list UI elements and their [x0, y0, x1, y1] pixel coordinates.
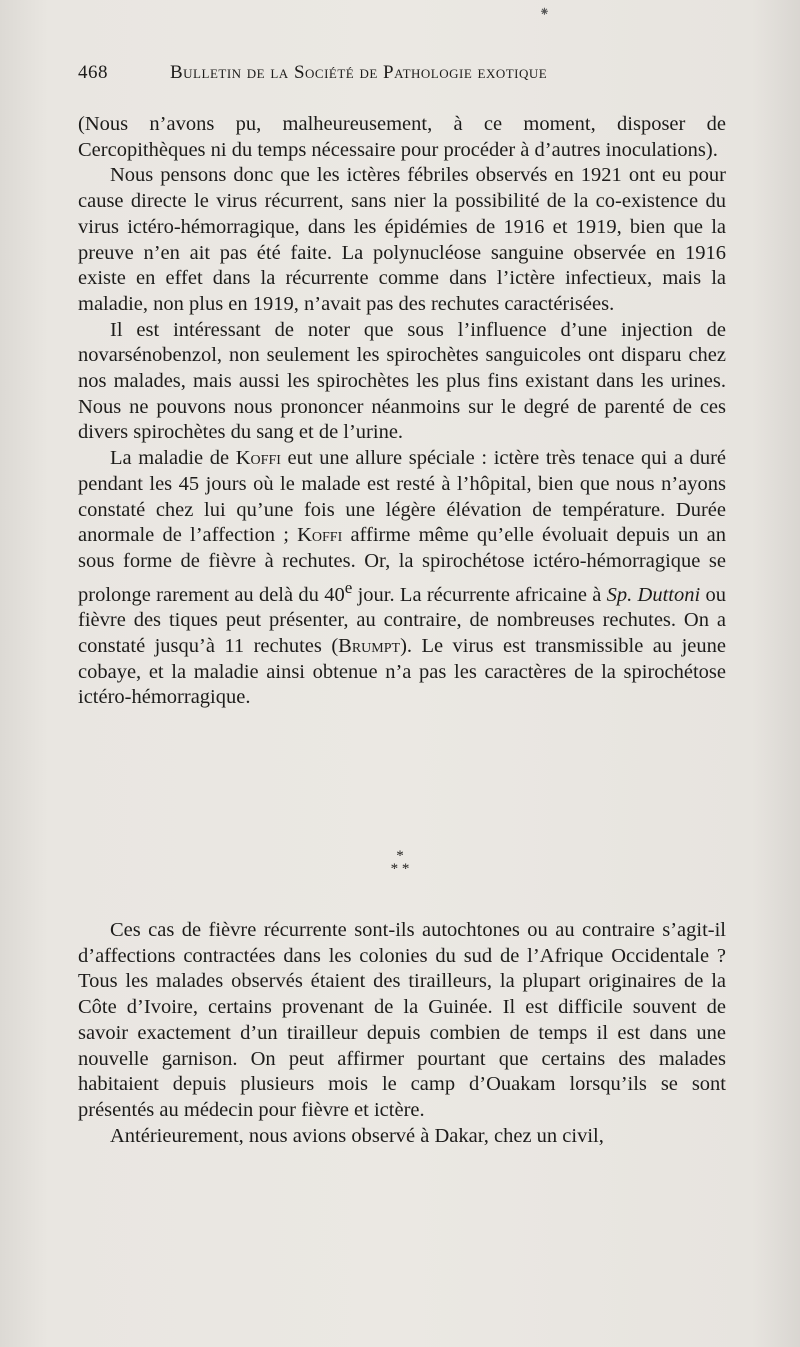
text-block-lower [78, 918, 726, 1149]
paragraph-inoculations: (Nous n’avons pu, malheureusement, à ce moment, disposer de Cercopithèques ni du temps nécessaire pour procéder à d’autres inoculations). [78, 113, 726, 161]
separator-stars-bottom: * * [390, 861, 410, 877]
text-run: eut une allure spéciale : ictère très tenace qui a duré pendant les 45 jours où le malade est resté à l’hôpital, bien que nous n’ayons constaté chez lui qu’une fois une légère élévation de température. Durée anormale de l’affection ; [78, 447, 726, 547]
paragraph-icteres-febriles: Nous pensons donc que les ictères fébriles observés en 1921 ont eu pour cause directe le virus récurrent, sans nier la possibilité de la co-existence du virus ictéro-hémorragique, dans les épidémies de 1916 et 1919, bien que la preuve n’en ait pas été faite. La polynucléose sanguine observée en 1916 existe en effet dans la récurrente comme dans l’ictère infectieux, mais la maladie, non plus en 1919, n’avait pas des rechutes caractérisées. [78, 164, 726, 315]
paragraph-autochtones: Ces cas de fièvre récurrente sont-ils autochtones ou au contraire s’agit-il d’affections contractées dans les colonies du sud de l’Afrique Occidentale ? Tous les malades observés étaient des tirailleurs, la plupart originaires de la Côte d’Ivoire, certains provenant de la Guinée. Il est difficile souvent de savoir exactement d’un tirailleur depuis combien de temps il est dans une nouvelle garnison. On peut affirmer pourtant que certains des malades habitaient depuis plusieurs mois le camp d’Ouakam lorsqu’ils se sont présentés au médecin pour fièvre et ictère. [78, 919, 726, 1121]
author-name: Brumpt [338, 634, 401, 657]
patient-name: Koffi [297, 524, 343, 547]
text-run: affirme même qu’elle évoluait depuis un an sous forme de fièvre à rechutes. Or, la spirochétose ictéro-hémorragique se prolonge rarement au delà du 40 [78, 524, 726, 606]
separator-star-top: * [396, 848, 404, 864]
ordinal-superscript: e [344, 577, 353, 597]
text-block-upper [78, 112, 726, 711]
text-run: ). Le virus est transmissible au jeune cobaye, et la maladie ainsi obtenue n’a pas les caractères de la spirochétose ictéro-hémorragique. [78, 634, 726, 709]
page-header [78, 62, 728, 92]
text-run: ou fièvre des tiques peut présenter, au contraire, de nombreuses rechutes. On a constaté jusqu’à 11 rechutes ( [78, 583, 727, 657]
species-name: Sp. Duttoni [606, 583, 701, 606]
running-title: Bulletin de la Société de Pathologie exotique [170, 62, 548, 83]
top-mark: ⁕ [539, 4, 550, 19]
text-run: La maladie de [110, 447, 236, 470]
paragraph-dakar: Antérieurement, nous avions observé à Dakar, chez un civil, [110, 1124, 604, 1147]
paragraph-novarsenobenzol: Il est intéressant de noter que sous l’influence d’une injection de novarsénobenzol, non seulement les spirochètes sanguicoles ont disparu chez nos malades, mais aussi les spirochètes les plus fins existant dans les urines. Nous ne pouvons nous prononcer néanmoins sur le degré de parenté de ces divers spirochètes du sang et de l’urine. [78, 318, 726, 444]
text-run: jour. La récurrente africaine à [352, 583, 607, 606]
patient-name: Koffi [235, 447, 281, 470]
section-separator [370, 850, 430, 886]
page-number: 468 [78, 62, 108, 83]
paragraph-koffi [78, 446, 726, 711]
